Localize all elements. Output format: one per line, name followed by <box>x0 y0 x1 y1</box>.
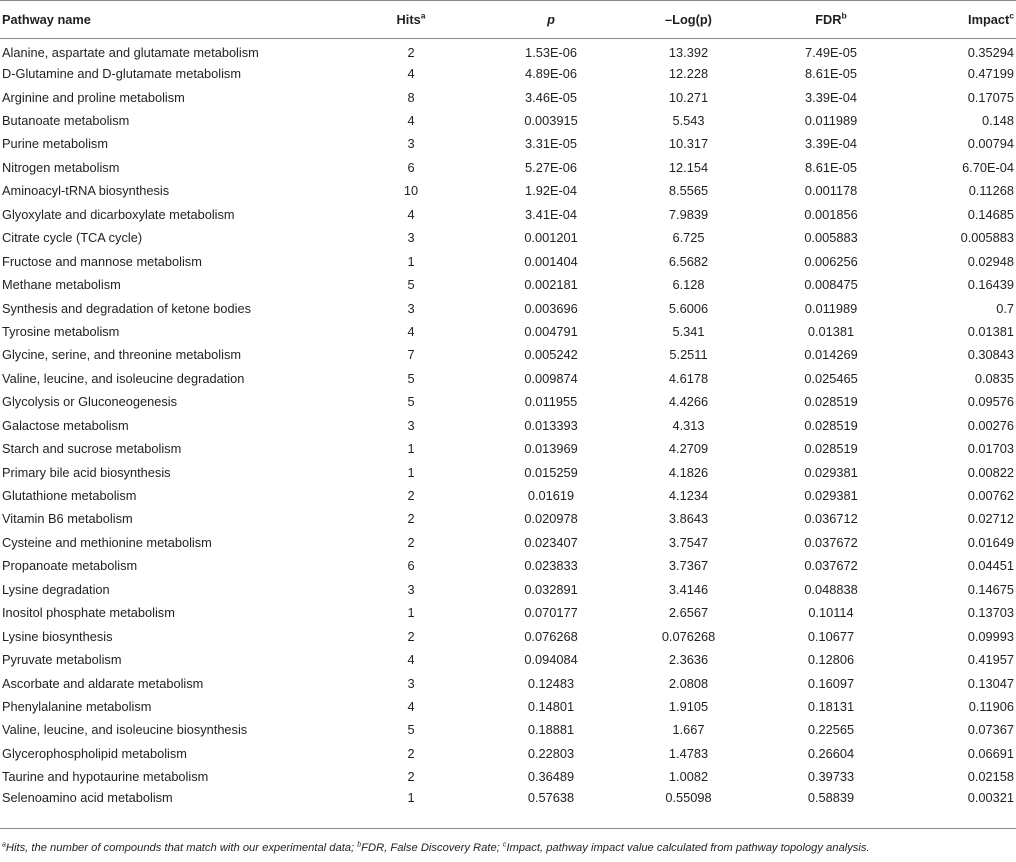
header-impact: Impact$^c$ <box>901 1 1016 39</box>
header-impact-footnote-mark: c <box>1009 10 1014 21</box>
cell-hits: 2 <box>407 769 415 785</box>
cell-impact: 0.14675 <box>967 581 1014 597</box>
table-row <box>0 390 1016 413</box>
cell-impact: 0.7 <box>996 300 1014 316</box>
cell-p-value: 0.070177 <box>524 605 578 621</box>
table-row <box>0 648 1016 671</box>
cell-impact: 0.0835 <box>974 370 1014 386</box>
cell-neg-log-p: 1.9105 <box>668 698 709 714</box>
cell-neg-log-p: 6.725 <box>672 230 705 246</box>
cell-impact: 0.09993 <box>967 628 1014 644</box>
cell-hits: 4 <box>407 323 415 339</box>
table-row <box>0 296 1016 319</box>
cell-hits: 1 <box>407 441 415 457</box>
table-row <box>0 273 1016 296</box>
cell-fdr: 0.16097 <box>807 675 855 691</box>
cell-fdr: 0.10677 <box>807 628 855 644</box>
footnote-hits-text: Hits, the number of compounds that match with our experimental data; <box>5 842 358 854</box>
cell-fdr: 0.011989 <box>804 113 858 129</box>
cell-pathway-name: Fructose and mannose metabolism <box>2 253 202 269</box>
cell-p-value: 0.003696 <box>524 300 578 316</box>
table-row <box>0 789 1016 812</box>
cell-p-value: 0.002181 <box>524 277 578 293</box>
cell-pathway-name: Glyoxylate and dicarboxylate metabolism <box>2 206 235 222</box>
cell-hits: 2 <box>407 745 415 761</box>
cell-hits: 5 <box>407 370 415 386</box>
cell-neg-log-p: 12.228 <box>668 66 709 82</box>
cell-impact: 0.17075 <box>967 89 1014 105</box>
cell-fdr: 0.10114 <box>808 605 854 621</box>
cell-neg-log-p: 1.4783 <box>668 745 709 761</box>
cell-neg-log-p: 5.6006 <box>668 300 709 316</box>
cell-p-value: 1.53E-06 <box>525 45 577 61</box>
cell-impact: 0.06691 <box>967 745 1014 761</box>
cell-hits: 1 <box>407 789 415 805</box>
cell-pathway-name: Glycerophospholipid metabolism <box>2 745 187 761</box>
header-hits-footnote-mark: a <box>420 10 426 21</box>
cell-hits: 7 <box>407 347 415 363</box>
cell-impact: 0.07367 <box>967 722 1014 738</box>
cell-p-value: 0.001201 <box>524 230 578 246</box>
cell-fdr: 0.048838 <box>804 581 858 597</box>
cell-p-value: 0.18881 <box>527 722 575 738</box>
cell-impact: 0.00762 <box>967 488 1014 504</box>
table-row <box>0 203 1016 226</box>
cell-pathway-name: Cysteine and methionine metabolism <box>2 534 212 550</box>
header-fdr-footnote-mark: b <box>841 10 847 21</box>
cell-neg-log-p: 3.8643 <box>668 511 709 527</box>
cell-hits: 1 <box>407 253 415 269</box>
cell-p-value: 0.009874 <box>524 370 578 386</box>
cell-pathway-name: Valine, leucine, and isoleucine degradation <box>2 370 245 386</box>
table-row <box>0 85 1016 108</box>
cell-hits: 3 <box>407 136 415 152</box>
cell-pathway-name: Glycine, serine, and threonine metabolism <box>2 347 241 363</box>
cell-impact: 0.35294 <box>967 45 1014 61</box>
table-row <box>0 554 1016 577</box>
cell-p-value: 1.92E-04 <box>525 183 577 199</box>
cell-fdr: 0.028519 <box>804 441 858 457</box>
cell-hits: 5 <box>407 722 415 738</box>
cell-pathway-name: Arginine and proline metabolism <box>2 89 185 105</box>
cell-hits: 6 <box>407 159 415 175</box>
cell-hits: 3 <box>407 300 415 316</box>
cell-hits: 4 <box>407 698 415 714</box>
cell-neg-log-p: 5.543 <box>672 113 705 129</box>
table-row <box>0 718 1016 741</box>
cell-impact: 6.70E-04 <box>962 159 1014 175</box>
cell-p-value: 0.023833 <box>524 558 578 574</box>
header-p-value: p <box>486 1 616 39</box>
cell-pathway-name: Aminoacyl-tRNA biosynthesis <box>2 183 170 199</box>
cell-p-value: 0.020978 <box>524 511 578 527</box>
cell-pathway-name: Glycolysis or Gluconeogenesis <box>2 394 177 410</box>
cell-p-value: 0.076268 <box>524 628 578 644</box>
cell-impact: 0.02948 <box>967 253 1014 269</box>
cell-neg-log-p: 6.128 <box>672 277 705 293</box>
cell-hits: 3 <box>407 581 415 597</box>
cell-fdr: 0.58839 <box>807 789 855 805</box>
cell-impact: 0.16439 <box>967 277 1014 293</box>
cell-fdr: 0.028519 <box>804 417 858 433</box>
table-row <box>0 742 1016 765</box>
table-row <box>0 695 1016 718</box>
cell-fdr: 0.029381 <box>804 464 858 480</box>
cell-hits: 2 <box>407 511 415 527</box>
header-hits: Hits$^a$ <box>336 1 486 39</box>
cell-p-value: 0.01619 <box>527 488 575 504</box>
table-bottom-rule <box>0 828 1016 829</box>
cell-p-value: 0.023407 <box>524 534 578 550</box>
cell-neg-log-p: 3.7367 <box>668 558 709 574</box>
cell-hits: 3 <box>407 417 415 433</box>
cell-p-value: 3.41E-04 <box>525 206 577 222</box>
cell-fdr: 0.26604 <box>807 745 855 761</box>
cell-neg-log-p: 5.2511 <box>669 347 708 363</box>
cell-p-value: 0.14801 <box>527 698 575 714</box>
cell-hits: 5 <box>407 394 415 410</box>
cell-impact: 0.09576 <box>967 394 1014 410</box>
cell-neg-log-p: 12.154 <box>668 159 709 175</box>
cell-neg-log-p: 0.076268 <box>661 628 716 644</box>
table-row <box>0 367 1016 390</box>
cell-p-value: 0.12483 <box>527 675 575 691</box>
table-row <box>0 531 1016 554</box>
cell-fdr: 0.39733 <box>807 769 855 785</box>
cell-impact: 0.00321 <box>967 789 1014 805</box>
header-fdr: FDR$^b$ <box>761 1 901 39</box>
cell-fdr: 0.011989 <box>804 300 858 316</box>
cell-impact: 0.00822 <box>967 464 1014 480</box>
cell-p-value: 3.46E-05 <box>525 89 577 105</box>
table-row <box>0 414 1016 437</box>
cell-pathway-name: Lysine degradation <box>2 581 110 597</box>
cell-p-value: 5.27E-06 <box>525 159 577 175</box>
cell-fdr: 0.014269 <box>804 347 858 363</box>
cell-neg-log-p: 0.55098 <box>665 789 712 805</box>
footnote-mark-a: a <box>2 841 6 849</box>
cell-p-value: 0.013393 <box>524 417 578 433</box>
cell-pathway-name: Starch and sucrose metabolism <box>2 441 182 457</box>
cell-impact: 0.005883 <box>960 230 1014 246</box>
table-header-row <box>0 1 1016 39</box>
cell-hits: 1 <box>407 605 415 621</box>
cell-neg-log-p: 1.0082 <box>668 769 709 785</box>
cell-pathway-name: Propanoate metabolism <box>2 558 138 574</box>
cell-p-value: 0.001404 <box>524 253 578 269</box>
cell-pathway-name: Lysine biosynthesis <box>2 628 113 644</box>
cell-p-value: 0.011955 <box>524 394 578 410</box>
cell-neg-log-p: 13.392 <box>668 45 709 61</box>
cell-impact: 0.04451 <box>967 558 1014 574</box>
cell-fdr: 8.61E-05 <box>805 66 857 82</box>
table-row <box>0 624 1016 647</box>
header-neg-log-p: –Log(p) <box>616 1 761 39</box>
table-row <box>0 507 1016 530</box>
table-row <box>0 578 1016 601</box>
cell-pathway-name: Valine, leucine, and isoleucine biosynthesis <box>2 722 248 738</box>
cell-impact: 0.13703 <box>967 605 1014 621</box>
table-row <box>0 460 1016 483</box>
table-body <box>0 39 1016 812</box>
cell-pathway-name: Glutathione metabolism <box>2 488 137 504</box>
cell-impact: 0.00276 <box>967 417 1014 433</box>
table-row <box>0 249 1016 272</box>
cell-p-value: 0.032891 <box>524 581 578 597</box>
cell-pathway-name: Citrate cycle (TCA cycle) <box>2 230 143 246</box>
cell-impact: 0.13047 <box>967 675 1014 691</box>
cell-impact: 0.01381 <box>967 323 1014 339</box>
cell-hits: 6 <box>407 558 415 574</box>
cell-fdr: 0.006256 <box>804 253 858 269</box>
cell-p-value: 0.094084 <box>524 652 578 668</box>
cell-pathway-name: Alanine, aspartate and glutamate metabolism <box>2 45 259 61</box>
cell-neg-log-p: 3.4146 <box>668 581 709 597</box>
cell-pathway-name: D-Glutamine and D-glutamate metabolism <box>2 66 241 82</box>
cell-hits: 2 <box>407 488 415 504</box>
cell-fdr: 0.12806 <box>807 652 855 668</box>
cell-neg-log-p: 8.5565 <box>668 183 709 199</box>
cell-pathway-name: Primary bile acid biosynthesis <box>2 464 171 480</box>
footnote-mark-b: b <box>357 841 362 849</box>
cell-fdr: 0.001856 <box>804 206 858 222</box>
cell-impact: 0.00794 <box>967 136 1014 152</box>
cell-neg-log-p: 5.341 <box>672 323 705 339</box>
table-row <box>0 39 1016 62</box>
cell-p-value: 0.22803 <box>527 745 575 761</box>
cell-neg-log-p: 10.317 <box>668 136 709 152</box>
cell-hits: 4 <box>407 206 415 222</box>
cell-hits: 8 <box>407 89 415 105</box>
cell-fdr: 0.025465 <box>804 370 858 386</box>
cell-impact: 0.11268 <box>968 183 1014 199</box>
cell-neg-log-p: 4.4266 <box>668 394 709 410</box>
cell-hits: 2 <box>407 45 415 61</box>
cell-hits: 2 <box>407 534 415 550</box>
cell-fdr: 0.001178 <box>804 183 858 199</box>
table-footnote <box>2 842 1014 854</box>
cell-fdr: 0.22565 <box>807 722 855 738</box>
cell-hits: 4 <box>407 66 415 82</box>
cell-neg-log-p: 3.7547 <box>668 534 709 550</box>
cell-p-value: 0.004791 <box>524 323 578 339</box>
cell-pathway-name: Galactose metabolism <box>2 417 129 433</box>
table-row <box>0 601 1016 624</box>
cell-p-value: 0.36489 <box>527 769 575 785</box>
table-row <box>0 343 1016 366</box>
cell-neg-log-p: 4.2709 <box>668 441 709 457</box>
cell-pathway-name: Purine metabolism <box>2 136 108 152</box>
table-row <box>0 671 1016 694</box>
footnote-fdr-text: FDR, False Discovery Rate; <box>361 842 503 854</box>
header-pathway-name: Pathway name <box>0 1 336 39</box>
cell-impact: 0.01649 <box>967 534 1014 550</box>
cell-hits: 5 <box>407 277 415 293</box>
cell-pathway-name: Methane metabolism <box>2 277 121 293</box>
footnote-mark-c: c <box>502 841 507 849</box>
cell-pathway-name: Selenoamino acid metabolism <box>2 789 173 805</box>
cell-neg-log-p: 4.1826 <box>668 464 709 480</box>
cell-fdr: 3.39E-04 <box>805 136 857 152</box>
cell-impact: 0.148 <box>981 113 1014 129</box>
cell-neg-log-p: 6.5682 <box>668 253 709 269</box>
cell-pathway-name: Taurine and hypotaurine metabolism <box>2 769 209 785</box>
cell-fdr: 0.008475 <box>804 277 858 293</box>
cell-p-value: 0.013969 <box>524 441 578 457</box>
cell-neg-log-p: 4.1234 <box>668 488 709 504</box>
cell-neg-log-p: 2.3636 <box>668 652 709 668</box>
cell-fdr: 0.005883 <box>804 230 858 246</box>
cell-impact: 0.11906 <box>968 698 1014 714</box>
cell-pathway-name: Ascorbate and aldarate metabolism <box>2 675 204 691</box>
cell-pathway-name: Butanoate metabolism <box>2 113 130 129</box>
cell-fdr: 8.61E-05 <box>805 159 857 175</box>
cell-fdr: 7.49E-05 <box>805 45 857 61</box>
cell-impact: 0.02158 <box>967 769 1014 785</box>
table-row <box>0 62 1016 85</box>
cell-fdr: 3.39E-04 <box>805 89 857 105</box>
cell-neg-log-p: 10.271 <box>668 89 709 105</box>
cell-impact: 0.47199 <box>967 66 1014 82</box>
cell-p-value: 4.89E-06 <box>525 66 577 82</box>
table-row <box>0 109 1016 132</box>
cell-p-value: 0.003915 <box>524 113 578 129</box>
table-row <box>0 437 1016 460</box>
cell-hits: 2 <box>407 628 415 644</box>
cell-fdr: 0.037672 <box>804 534 858 550</box>
cell-hits: 3 <box>407 675 415 691</box>
cell-impact: 0.30843 <box>967 347 1014 363</box>
footnote-impact-text: Impact, pathway impact value calculated from pathway topology analysis. <box>506 842 870 854</box>
cell-fdr: 0.18131 <box>807 698 855 714</box>
cell-p-value: 0.005242 <box>524 347 578 363</box>
cell-p-value: 3.31E-05 <box>525 136 577 152</box>
table-row <box>0 320 1016 343</box>
cell-hits: 10 <box>403 183 419 199</box>
cell-pathway-name: Synthesis and degradation of ketone bodies <box>2 300 252 316</box>
cell-hits: 4 <box>407 652 415 668</box>
cell-pathway-name: Tyrosine metabolism <box>2 323 120 339</box>
cell-impact: 0.01703 <box>967 441 1014 457</box>
cell-hits: 4 <box>407 113 415 129</box>
table-row <box>0 132 1016 155</box>
table-row <box>0 156 1016 179</box>
cell-fdr: 0.036712 <box>804 511 858 527</box>
cell-p-value: 0.57638 <box>527 789 575 805</box>
cell-impact: 0.14685 <box>967 206 1014 222</box>
cell-impact: 0.02712 <box>967 511 1014 527</box>
table-row <box>0 179 1016 202</box>
cell-pathway-name: Inositol phosphate metabolism <box>2 605 175 621</box>
cell-neg-log-p: 2.0808 <box>668 675 709 691</box>
cell-neg-log-p: 7.9839 <box>668 206 709 222</box>
cell-p-value: 0.015259 <box>524 464 578 480</box>
cell-neg-log-p: 4.313 <box>672 417 705 433</box>
cell-neg-log-p: 2.6567 <box>668 605 709 621</box>
cell-pathway-name: Vitamin B6 metabolism <box>2 511 133 527</box>
cell-neg-log-p: 1.667 <box>672 722 705 738</box>
cell-neg-log-p: 4.6178 <box>668 370 709 386</box>
cell-fdr: 0.01381 <box>807 323 855 339</box>
cell-fdr: 0.028519 <box>804 394 858 410</box>
table-row <box>0 484 1016 507</box>
cell-hits: 1 <box>407 464 415 480</box>
table-row <box>0 226 1016 249</box>
cell-hits: 3 <box>407 230 415 246</box>
cell-pathway-name: Nitrogen metabolism <box>2 159 120 175</box>
table-row <box>0 765 1016 788</box>
cell-fdr: 0.029381 <box>804 488 858 504</box>
cell-fdr: 0.037672 <box>804 558 858 574</box>
cell-pathway-name: Pyruvate metabolism <box>2 652 122 668</box>
cell-pathway-name: Phenylalanine metabolism <box>2 698 152 714</box>
cell-impact: 0.41957 <box>967 652 1014 668</box>
